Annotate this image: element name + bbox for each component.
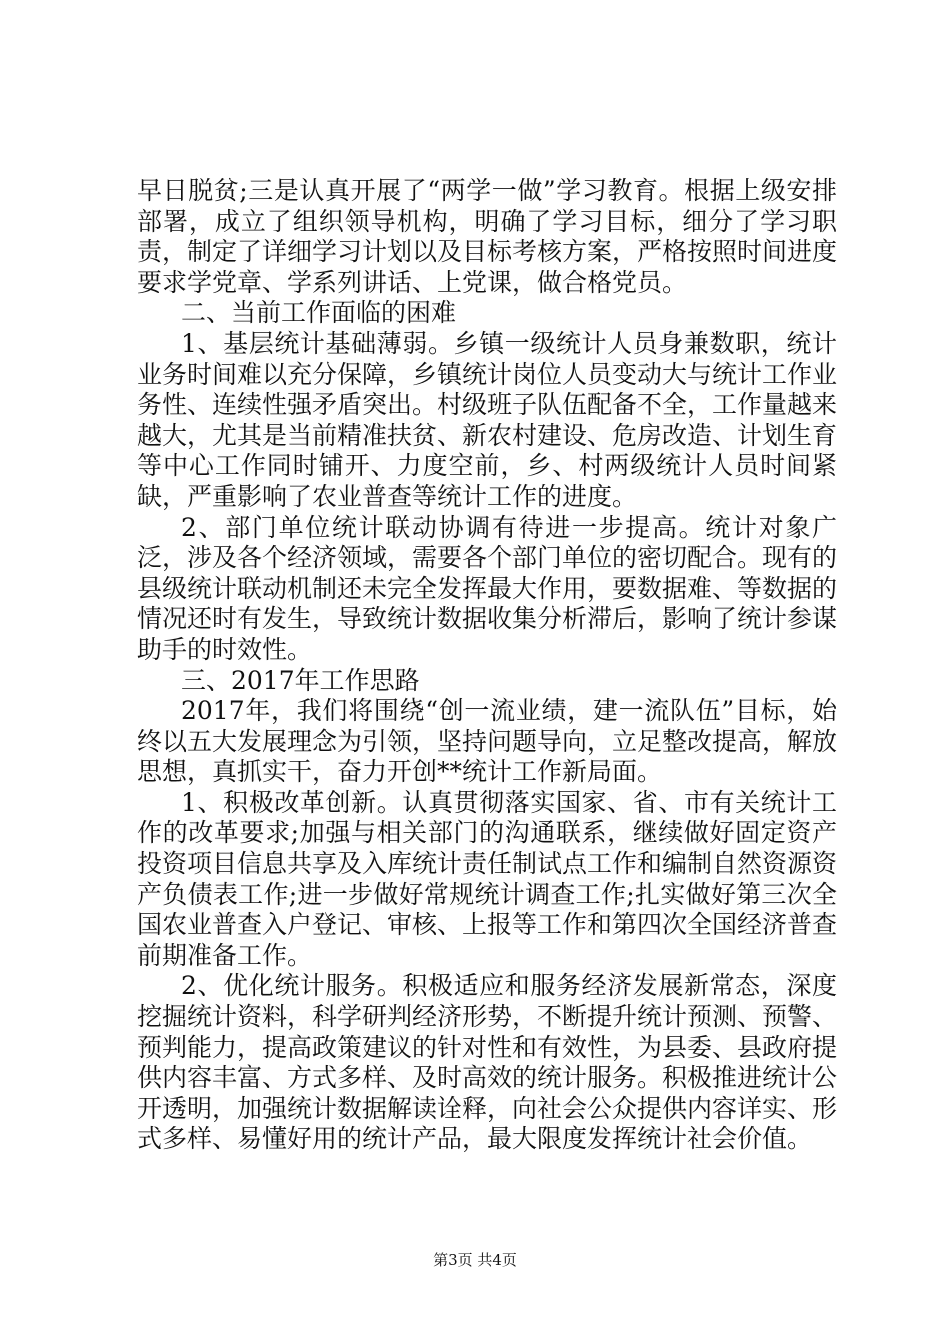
document-body xyxy=(137,176,837,1155)
section-heading-work-plan: 三、2017年工作思路 xyxy=(181,665,420,695)
page-footer: 第3页 共4页 xyxy=(433,1251,517,1269)
paragraph-work-plan-intro: 2017年，我们将围绕“创一流业绩，建一流队伍”目标，始终以五大发展理念为引领，坚持问题导向，立足整改提高，解放思想，真抓实干，奋力开创**统计工作新局面。 xyxy=(137,696,838,787)
paragraph-difficulty-1: 1、基层统计基础薄弱。乡镇一级统计人员身兼数职，统计业务时间难以充分保障，乡镇统计岗位人员变动大与统计工作业务性、连续性强矛盾突出。村级班子队伍配备不全，工作量越来越大，尤其是当前精准扶贫、新农村建设、危房改造、计划生育等中心工作同时铺开、力度空前，乡、村两级统计人员时间紧缺，严重影响了农业普查等统计工作的进度。 xyxy=(137,328,838,511)
paragraph-plan-2: 2、优化统计服务。积极适应和服务经济发展新常态，深度挖掘统计资料，科学研判经济形势，不断提升统计预测、预警、预判能力，提高政策建议的针对性和有效性，为县委、县政府提供内容丰富、方式多样、及时高效的统计服务。积极推进统计公开透明，加强统计数据解读诠释，向社会公众提供内容详实、形式多样、易懂好用的统计产品，最大限度发挥统计社会价值。 xyxy=(137,971,838,1154)
paragraph-plan-1: 1、积极改革创新。认真贯彻落实国家、省、市有关统计工作的改革要求;加强与相关部门的沟通联系，继续做好固定资产投资项目信息共享及入库统计责任制试点工作和编制自然资源资产负债表工作;进一步做好常规统计调查工作;扎实做好第三次全国农业普查入户登记、审核、上报等工作和第四次全国经济普查前期准备工作。 xyxy=(137,787,838,970)
paragraph-continuation: 早日脱贫;三是认真开展了“两学一做”学习教育。根据上级安排部署，成立了组织领导机构，明确了学习目标，细分了学习职责，制定了详细学习计划以及目标考核方案，严格按照时间进度要求学党章、学系列讲话、上党课，做合格党员。 xyxy=(137,176,838,297)
section-heading-difficulties: 二、当前工作面临的困难 xyxy=(181,298,457,328)
paragraph-difficulty-2: 2、部门单位统计联动协调有待进一步提高。统计对象广泛，涉及各个经济领域，需要各个部门单位的密切配合。现有的县级统计联动机制还未完全发挥最大作用，要数据难、等数据的情况还时有发生，导致统计数据收集分析滞后，影响了统计参谋助手的时效性。 xyxy=(137,512,838,664)
